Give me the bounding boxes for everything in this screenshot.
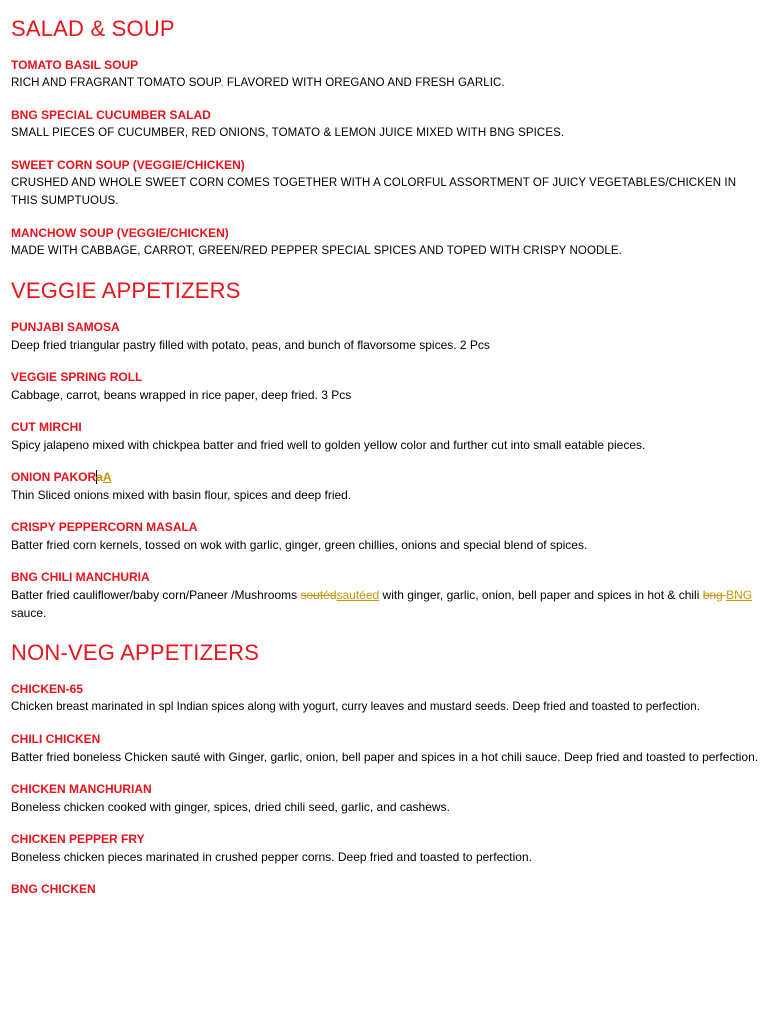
- item-name: BNG SPECIAL CUCUMBER SALAD: [11, 108, 211, 122]
- menu-item-chicken-manchurian: [11, 780, 763, 816]
- section-title-non-veg-appetizers: NON-VEG APPETIZERS: [11, 640, 260, 665]
- menu-item-chicken-65: [11, 680, 763, 716]
- item-name: CHICKEN MANCHURIAN: [11, 782, 152, 796]
- item-description: [11, 74, 763, 92]
- name-text: ONION PAKOR: [11, 470, 97, 484]
- tracked-insertion: A: [102, 470, 112, 484]
- item-description: [11, 586, 763, 622]
- item-description: Chicken breast marinated in spl Indian spices along with yogurt, curry leaves and mustard seeds. Deep fried and toasted to perfection.: [11, 700, 700, 713]
- tracked-insertion: sautéed: [336, 588, 380, 602]
- item-description: MADE WITH CABBAGE, CARROT, GREEN/RED PEPPER SPECIAL SPICES AND TOPED WITH CRISPY NOODLE.: [11, 245, 622, 257]
- desc-text: with ginger, garlic, onion, bell paper and spices in hot & chili: [379, 588, 703, 602]
- desc-text: sauce.: [11, 606, 47, 620]
- item-name: PUNJABI SAMOSA: [11, 320, 120, 334]
- menu-item-sweet-corn-soup: [11, 156, 763, 210]
- item-name: MANCHOW SOUP (VEGGIE/CHICKEN): [11, 226, 229, 240]
- item-name: VEGGIE SPRING ROLL: [11, 370, 143, 384]
- item-name: CHICKEN-65: [11, 682, 84, 696]
- menu-item-punjabi-samosa: [11, 318, 763, 354]
- item-description: SMALL PIECES OF CUCUMBER, RED ONIONS, TOMATO & LEMON JUICE MIXED WITH BNG SPICES.: [11, 127, 565, 139]
- item-name: [11, 468, 763, 486]
- menu-page: [11, 14, 763, 898]
- item-name: TOMATO BASIL SOUP: [11, 58, 139, 72]
- item-name: CHICKEN PEPPER FRY: [11, 832, 145, 846]
- item-description: Batter fried corn kernels, tossed on wok with garlic, ginger, green chillies, onions and special blend of spices.: [11, 538, 588, 552]
- menu-item-bng-chili-manchuria: [11, 568, 763, 622]
- menu-item-onion-pakora: [11, 468, 763, 504]
- item-description: Boneless chicken pieces marinated in crushed pepper corns. Deep fried and toasted to perfection.: [11, 850, 532, 864]
- item-description: Batter fried boneless Chicken sauté with Ginger, garlic, onion, bell paper and spices in a hot chili sauce. Deep fried and toasted to perfection.: [11, 750, 759, 764]
- item-name: CUT MIRCHI: [11, 420, 82, 434]
- menu-item-crispy-peppercorn-masala: [11, 518, 763, 554]
- menu-item-bng-chicken: [11, 880, 763, 898]
- item-description: CRUSHED AND WHOLE SWEET CORN COMES TOGETHER WITH A COLORFUL ASSORTMENT OF JUICY VEGETABLES/CHICKEN IN THIS SUMPTUOUS.: [11, 177, 737, 207]
- desc-text: Batter fried cauliflower/baby corn/Paneer /Mushrooms: [11, 588, 301, 602]
- menu-item-chicken-pepper-fry: [11, 830, 763, 866]
- menu-item-veggie-spring-roll: [11, 368, 763, 404]
- section-title-salad-soup: SALAD & SOUP: [11, 16, 175, 41]
- section-title-veggie-appetizers: VEGGIE APPETIZERS: [11, 278, 241, 303]
- tracked-deletion: bng: [702, 588, 727, 602]
- item-name: CHILI CHICKEN: [11, 732, 101, 746]
- desc-text: FLAVORED WITH OREGANO AND FRESH GARLIC.: [223, 77, 505, 89]
- item-name: SWEET CORN SOUP (VEGGIE/CHICKEN): [11, 158, 245, 172]
- item-description: Spicy jalapeno mixed with chickpea batter and fried well to golden yellow color and further cut into small eatable pieces.: [11, 438, 646, 452]
- desc-text: RICH AND FRAGRANT TOMATO SOUP: [11, 77, 221, 89]
- menu-item-manchow-soup: [11, 224, 763, 260]
- item-description: Thin Sliced onions mixed with basin flour, spices and deep fried.: [11, 488, 352, 502]
- tracked-deletion: soutéd: [300, 588, 337, 602]
- item-description: Boneless chicken cooked with ginger, spices, dried chili seed, garlic, and cashews.: [11, 800, 450, 814]
- menu-item-cut-mirchi: [11, 418, 763, 454]
- tracked-insertion: ,: [220, 77, 224, 89]
- tracked-insertion: BNG: [726, 588, 753, 602]
- item-name: CRISPY PEPPERCORN MASALA: [11, 520, 198, 534]
- item-name: BNG CHILI MANCHURIA: [11, 570, 150, 584]
- menu-item-tomato-basil-soup: [11, 56, 763, 92]
- tracked-deletion: a: [96, 470, 103, 484]
- item-description: Deep fried triangular pastry filled with potato, peas, and bunch of flavorsome spices. 2 Pcs: [11, 338, 490, 352]
- item-description: Cabbage, carrot, beans wrapped in rice paper, deep fried. 3 Pcs: [11, 388, 352, 402]
- item-name: BNG CHICKEN: [11, 882, 96, 896]
- menu-item-chili-chicken: [11, 730, 763, 766]
- menu-item-cucumber-salad: [11, 106, 763, 142]
